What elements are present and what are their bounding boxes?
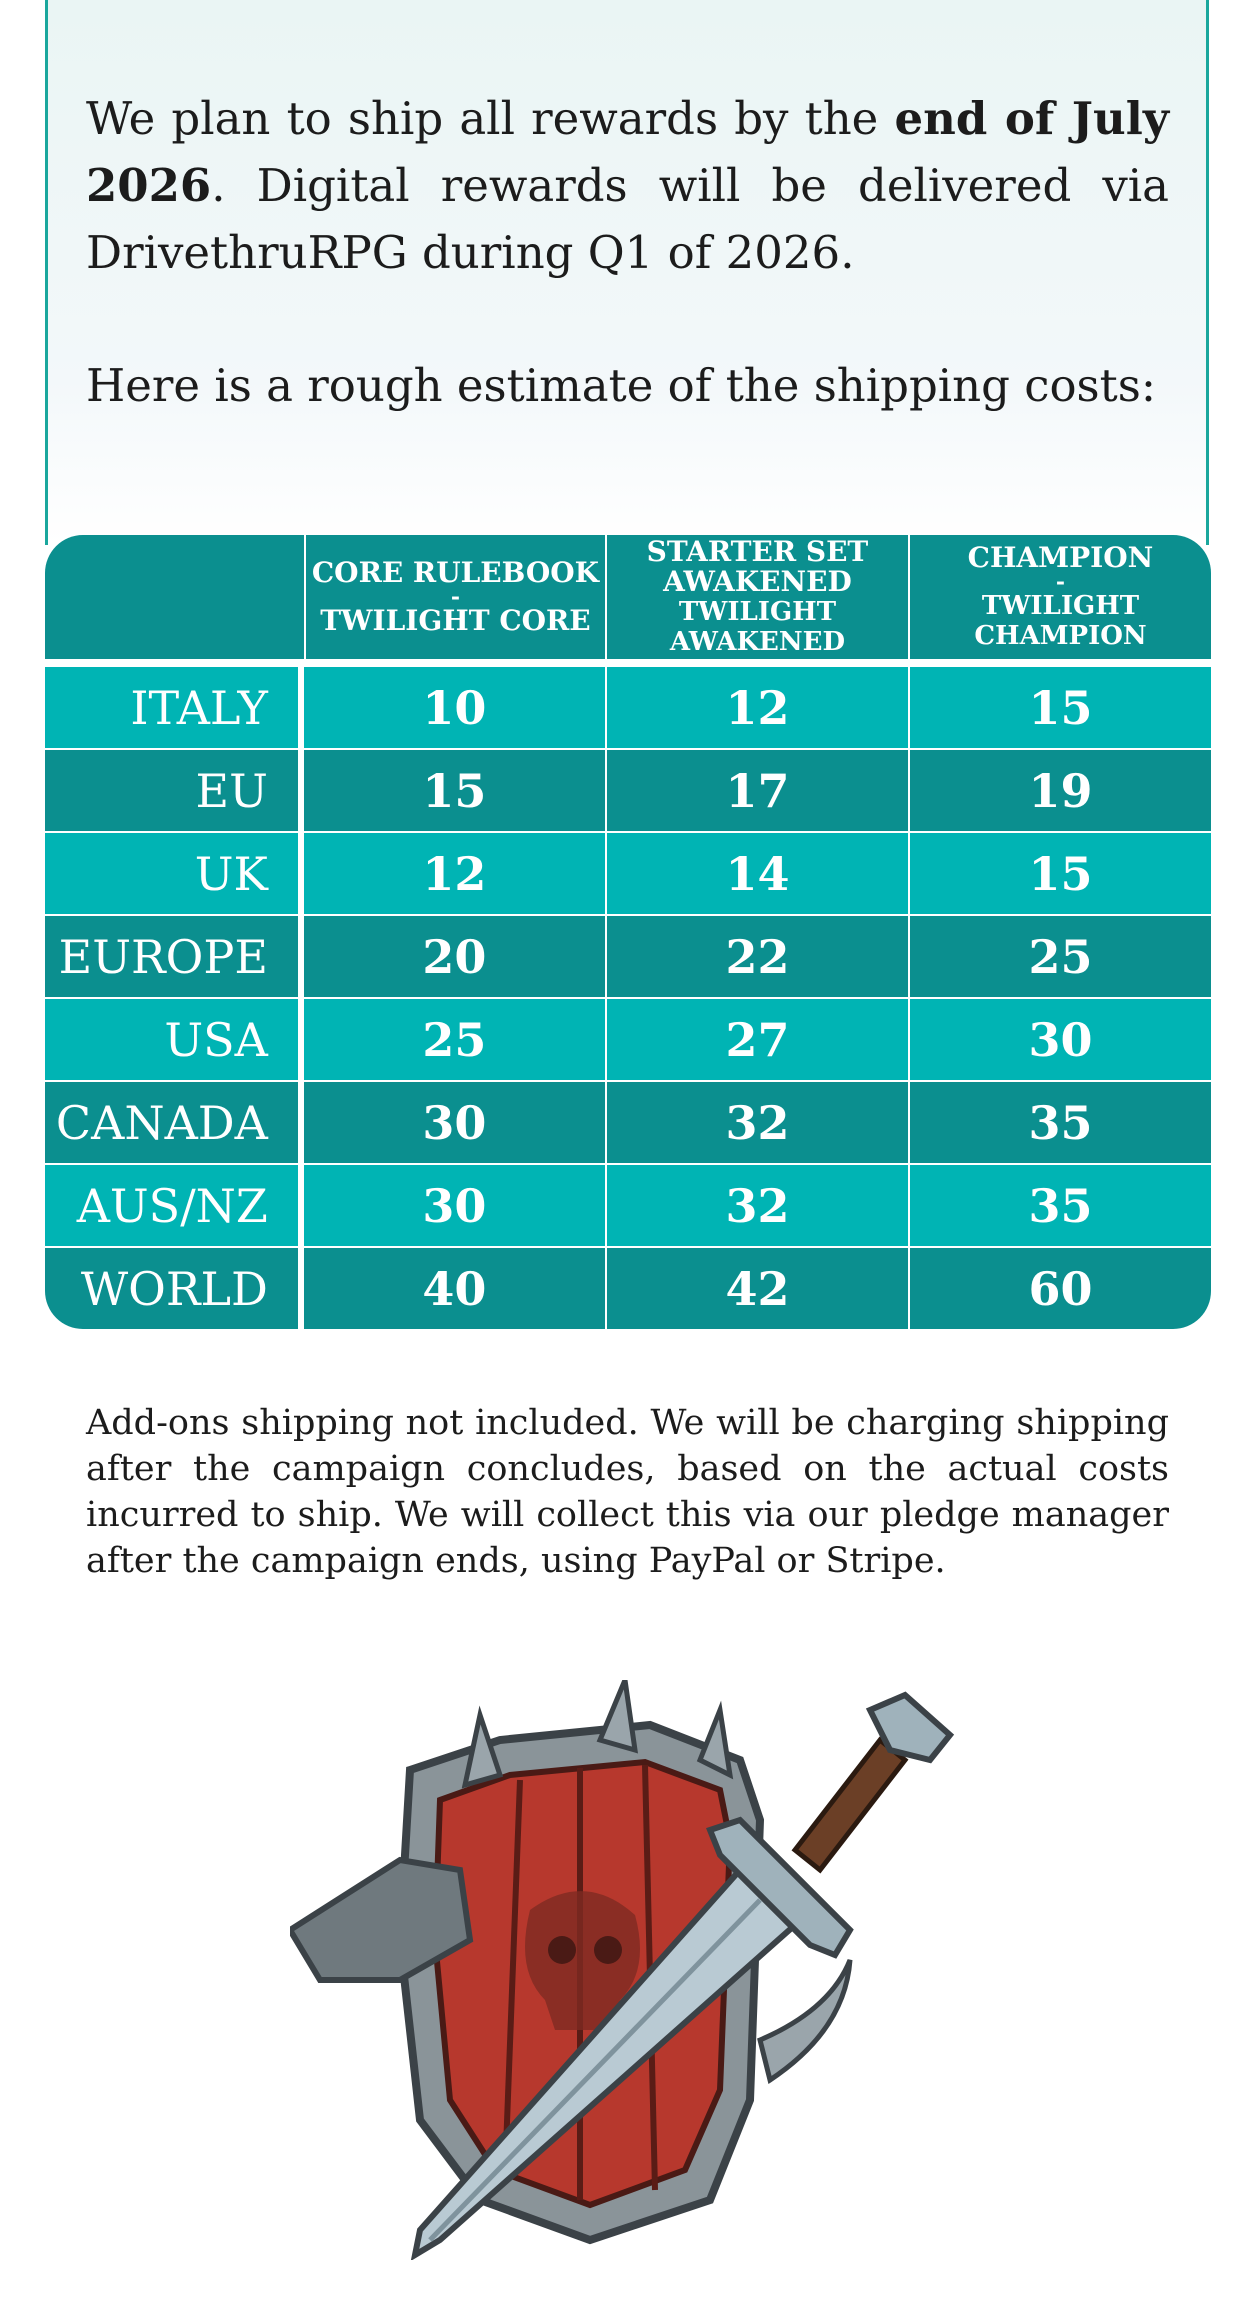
cost-cell: 32 [605, 1163, 908, 1246]
region-cell: CANADA [45, 1080, 304, 1163]
header-starter-title: STARTER SET [646, 535, 869, 568]
region-cell: AUS/NZ [45, 1163, 304, 1246]
header-core-subtitle: TWILIGHT CORE [320, 604, 591, 637]
addons-shipping-note: Add-ons shipping not included. We will be charging shipping after the campaign concludes, based on the actual costs incurred to ship. We will collect this via our pledge manager after the campaign ends, using PayPal or Stripe. [86, 1403, 1169, 1581]
header-champion-subtitle: TWILIGHT CHAMPION [974, 591, 1147, 651]
header-core-title: CORE RULEBOOK [311, 556, 599, 589]
region-cell: UK [45, 831, 304, 914]
cost-cell: 30 [304, 1163, 605, 1246]
cost-cell: 19 [908, 748, 1211, 831]
cost-cell: 17 [605, 748, 908, 831]
header-core-dash: - [450, 584, 460, 610]
table-row [45, 997, 1211, 1080]
table-row [45, 667, 1211, 748]
cost-cell: 35 [908, 1080, 1211, 1163]
header-champion-dash: - [1055, 569, 1066, 595]
cost-cell: 32 [605, 1080, 908, 1163]
region-cell: EUROPE [45, 914, 304, 997]
cost-cell: 15 [908, 831, 1211, 914]
region-cell: EU [45, 748, 304, 831]
shipping-date-paragraph [86, 85, 1169, 286]
table-row [45, 1163, 1211, 1246]
cost-cell: 42 [605, 1246, 908, 1329]
cost-cell: 40 [304, 1246, 605, 1329]
header-champion-title: CHAMPION [967, 541, 1154, 574]
table-row [45, 914, 1211, 997]
cost-cell: 27 [605, 997, 908, 1080]
shipping-cost-table [45, 535, 1211, 1329]
region-cell: ITALY [45, 667, 304, 748]
header-corner-cell [45, 535, 304, 667]
intro-text-a: We plan to ship all rewards by the [86, 92, 895, 145]
header-starter-set [605, 535, 908, 667]
cost-cell: 35 [908, 1163, 1211, 1246]
cost-cell: 12 [304, 831, 605, 914]
ship-date-highlight: end of July 2026 [86, 92, 1169, 212]
shield-horn [760, 1960, 850, 2080]
shield-and-sword-illustration [290, 1680, 1010, 2260]
region-cell: USA [45, 997, 304, 1080]
table-row [45, 831, 1211, 914]
cost-cell: 22 [605, 914, 908, 997]
cost-cell: 25 [908, 914, 1211, 997]
cost-cell: 10 [304, 667, 605, 748]
table-header-row [45, 535, 1211, 667]
table-row [45, 1246, 1211, 1329]
cost-cell: 20 [304, 914, 605, 997]
cost-cell: 30 [908, 997, 1211, 1080]
header-starter-subtitle: TWILIGHT AWAKENED [669, 597, 846, 657]
cost-cell: 25 [304, 997, 605, 1080]
cost-cell: 12 [605, 667, 908, 748]
cost-cell: 30 [304, 1080, 605, 1163]
intro-text-b: . Digital rewards will be delivered via DrivethruRPG during Q1 of 2026. [86, 159, 1169, 279]
cost-cell: 60 [908, 1246, 1211, 1329]
cost-cell: 15 [908, 667, 1211, 748]
sword-grip [795, 1740, 905, 1870]
header-champion [908, 535, 1211, 667]
shipping-estimate-intro: Here is a rough estimate of the shipping costs: [86, 359, 1156, 412]
cost-cell: 15 [304, 748, 605, 831]
shield-spike [600, 1680, 635, 1750]
header-core-rulebook [304, 535, 605, 667]
header-starter-title-2: AWAKENED [663, 565, 852, 598]
region-cell: WORLD [45, 1246, 304, 1329]
table-row [45, 748, 1211, 831]
cost-cell: 14 [605, 831, 908, 914]
table-row [45, 1080, 1211, 1163]
